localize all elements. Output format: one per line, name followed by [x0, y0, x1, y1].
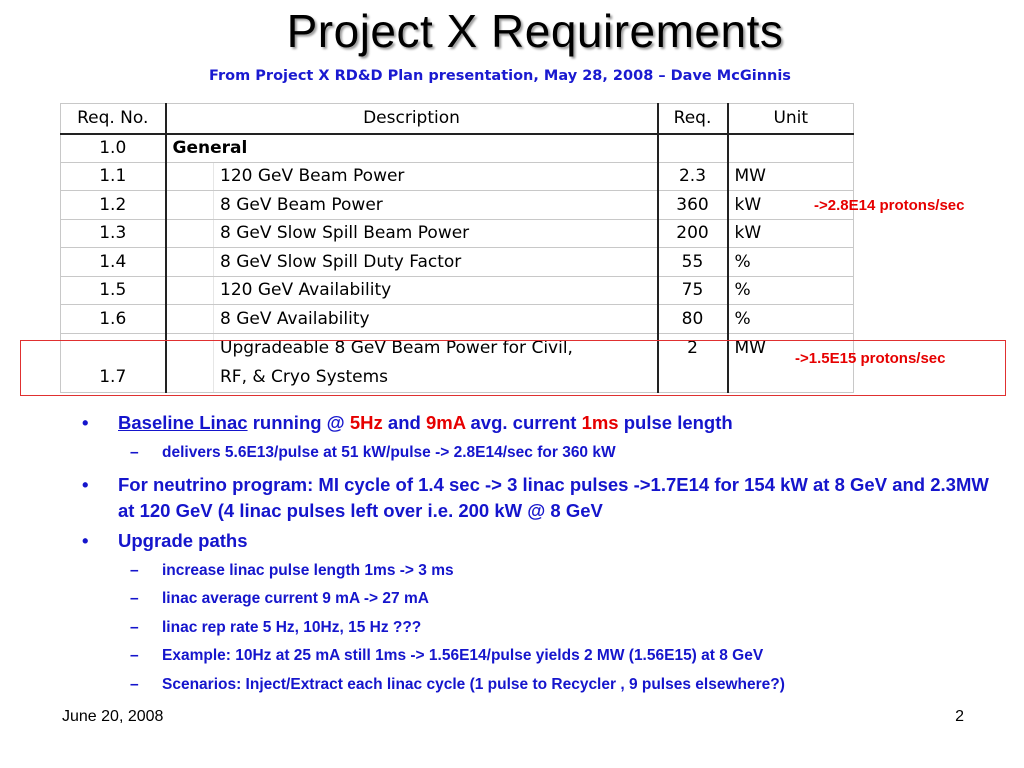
page-number: 2	[955, 708, 964, 725]
table-row	[61, 191, 854, 220]
note-protons-2-8e14: ->2.8E14 protons/sec	[814, 197, 965, 214]
description-cell: General	[166, 134, 658, 163]
description-cell: 8 GeV Slow Spill Beam Power	[214, 219, 658, 248]
value-cell: 200	[658, 219, 728, 248]
table-header-row	[61, 104, 854, 134]
description-cell: 8 GeV Availability	[214, 305, 658, 334]
baseline-linac-link[interactable]: Baseline Linac	[118, 412, 248, 433]
table-row	[61, 248, 854, 277]
value-cell: 2.3	[658, 162, 728, 191]
pulse-1ms: 1ms	[581, 412, 619, 433]
sub-bullet-marker: –	[130, 444, 139, 461]
sub-bullet-marker: –	[130, 590, 139, 607]
sub-bullet: – Scenarios: Inject/Extract each linac cycle (1 pulse to Recycler , 9 pulses elsewhere?)	[78, 671, 998, 700]
sub-bullet-marker: –	[130, 618, 139, 636]
unit-cell: %	[728, 305, 854, 334]
unit-cell: kW	[728, 219, 854, 248]
unit-cell: %	[728, 276, 854, 305]
bullet-marker: •	[82, 412, 89, 433]
req-no-cell: 1.4	[61, 248, 166, 277]
description-cell: 120 GeV Beam Power	[214, 162, 658, 191]
req-no-cell: 1.0	[61, 134, 166, 163]
sub-bullet-marker: –	[130, 561, 139, 579]
description-cell: 8 GeV Beam Power	[214, 191, 658, 220]
current-9ma: 9mA	[425, 412, 466, 433]
table-row	[61, 219, 854, 248]
req-no-cell: 1.6	[61, 305, 166, 334]
bullet-marker: •	[82, 529, 89, 551]
sub-bullet-marker: –	[130, 647, 139, 664]
unit-cell: kW	[728, 191, 854, 220]
sub-bullet: – Example: 10Hz at 25 mA still 1ms -> 1.56E14/pulse yields 2 MW (1.56E15) at 8 GeV	[78, 642, 998, 671]
header-req-no: Req. No.	[61, 104, 166, 134]
bullet-marker: •	[82, 473, 89, 495]
table-row	[61, 305, 854, 334]
bullet-list	[78, 410, 998, 699]
table-row	[61, 276, 854, 305]
unit-cell: MW	[728, 333, 854, 392]
table-row	[61, 134, 854, 163]
req-no-cell: 1.5	[61, 276, 166, 305]
value-cell: 75	[658, 276, 728, 305]
value-cell: 360	[658, 191, 728, 220]
value-cell: 2	[658, 333, 728, 392]
slide-title: Project X Requirements	[286, 5, 784, 57]
rate-5hz: 5Hz	[349, 412, 383, 433]
sub-bullet: – linac average current 9 mA -> 27 mA	[78, 585, 998, 614]
bullet-baseline-linac: • Baseline Linac running @ 5Hz and 9mA avg. current 1ms pulse length	[78, 410, 998, 436]
sub-bullet: – delivers 5.6E13/pulse at 51 kW/pulse -> 2.8E14/sec for 360 kW	[78, 439, 998, 468]
description-line-1: Upgradeable 8 GeV Beam Power for Civil,	[220, 337, 573, 358]
header-unit: Unit	[728, 104, 854, 134]
sub-bullet: – linac rep rate 5 Hz, 10Hz, 15 Hz ???	[78, 614, 998, 643]
header-req: Req.	[658, 104, 728, 134]
bullet-upgrade-paths: • Upgrade paths	[78, 528, 998, 554]
description-cell: 8 GeV Slow Spill Duty Factor	[214, 248, 658, 277]
footer-date: June 20, 2008	[62, 708, 164, 725]
bullet-neutrino-program: • For neutrino program: MI cycle of 1.4 sec -> 3 linac pulses ->1.7E14 for 154 kW at 8 GeV and 2.3MW at 120 GeV (4 linac pulses left over i.e. 200 kW @ 8 GeV	[82, 473, 989, 521]
description-line-2: RF, & Cryo Systems	[220, 366, 389, 387]
header-description: Description	[166, 104, 658, 134]
req-no-cell: 1.2	[61, 191, 166, 220]
value-cell: 55	[658, 248, 728, 277]
req-no-cell: 1.1	[61, 162, 166, 191]
req-no-cell: 1.7	[61, 333, 166, 392]
unit-cell: MW	[728, 162, 854, 191]
req-no-cell: 1.3	[61, 219, 166, 248]
table-row	[61, 162, 854, 191]
sub-bullet-marker: –	[130, 675, 139, 693]
slide-subtitle: From Project X RD&D Plan presentation, May 28, 2008 – Dave McGinnis	[209, 68, 791, 84]
highlight-box	[20, 337, 1006, 396]
unit-cell: %	[728, 248, 854, 277]
description-cell: 120 GeV Availability	[214, 276, 658, 305]
note-protons-1-5e15: ->1.5E15 protons/sec	[795, 350, 946, 367]
sub-bullet: – increase linac pulse length 1ms -> 3 ms	[78, 557, 998, 586]
value-cell: 80	[658, 305, 728, 334]
